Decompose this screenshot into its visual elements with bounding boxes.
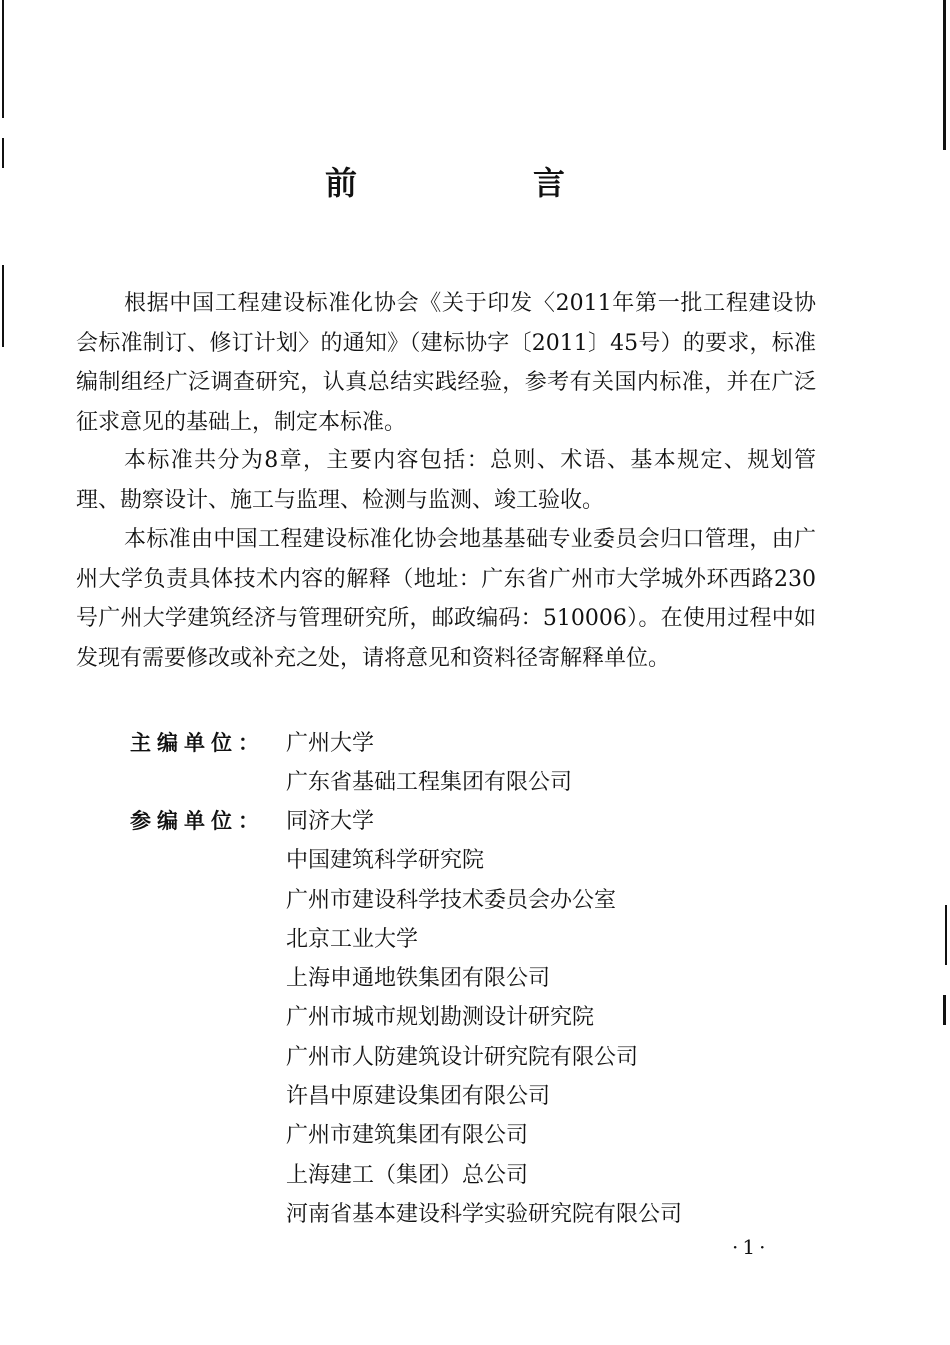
participating-unit-item: 上海申通地铁集团有限公司 [286, 966, 551, 992]
chief-units-label: 主编单位： [130, 731, 265, 755]
participating-unit-item: 上海建工（集团）总公司 [286, 1162, 529, 1188]
page-title: 前 言 [324, 164, 637, 202]
participating-unit-item: 北京工业大学 [286, 926, 419, 952]
chief-units-list [286, 724, 572, 803]
right-edge-mark-lower [943, 995, 946, 1025]
participating-units-label: 参编单位： [130, 809, 265, 833]
participating-unit-item: 中国建筑科学研究院 [286, 848, 485, 874]
chief-unit-item: 广东省基础工程集团有限公司 [286, 770, 573, 796]
participating-unit-item: 河南省基本建设科学实验研究院有限公司 [286, 1201, 683, 1227]
participating-unit-item: 广州市建筑集团有限公司 [286, 1123, 529, 1149]
participating-unit-item: 广州市城市规划勘测设计研究院 [286, 1005, 595, 1031]
page-number: ·1· [732, 1235, 770, 1259]
participating-units-list [286, 802, 682, 1234]
participating-unit-item: 广州市建设科学技术委员会办公室 [286, 887, 617, 913]
left-edge-line [2, 0, 4, 118]
participating-unit-item: 许昌中原建设集团有限公司 [286, 1084, 551, 1110]
right-edge-mark [945, 905, 947, 965]
paragraph-basis: 根据中国工程建设标准化协会《关于印发〈2011年第一批工程建设协会标准制订、修订计划〉的通知》（建标协字〔2011〕45号）的要求，标准编制组经广泛调查研究，认真总结实践经验，参考有关国内标准，并在广泛征求意见的基础上，制定本标准。 [76, 291, 816, 435]
left-edge-line-lower [2, 265, 4, 347]
right-edge-line [943, 0, 946, 150]
chief-unit-item: 广州大学 [286, 731, 375, 756]
participating-unit-item: 同济大学 [286, 809, 375, 834]
paragraph-management: 本标准由中国工程建设标准化协会地基基础专业委员会归口管理，由广州大学负责具体技术内容的解释（地址：广东省广州市大学城外环西路230号广州大学建筑经济与管理研究所，邮政编码：510006）。在使用过程中如发现有需要修改或补充之处，请将意见和资料径寄解释单位。 [76, 527, 816, 671]
participating-unit-item: 广州市人防建筑设计研究院有限公司 [286, 1044, 639, 1070]
paragraph-contents: 本标准共分为8章，主要内容包括：总则、术语、基本规定、规划管理、勘察设计、施工与监理、检测与监测、竣工验收。 [76, 448, 816, 513]
